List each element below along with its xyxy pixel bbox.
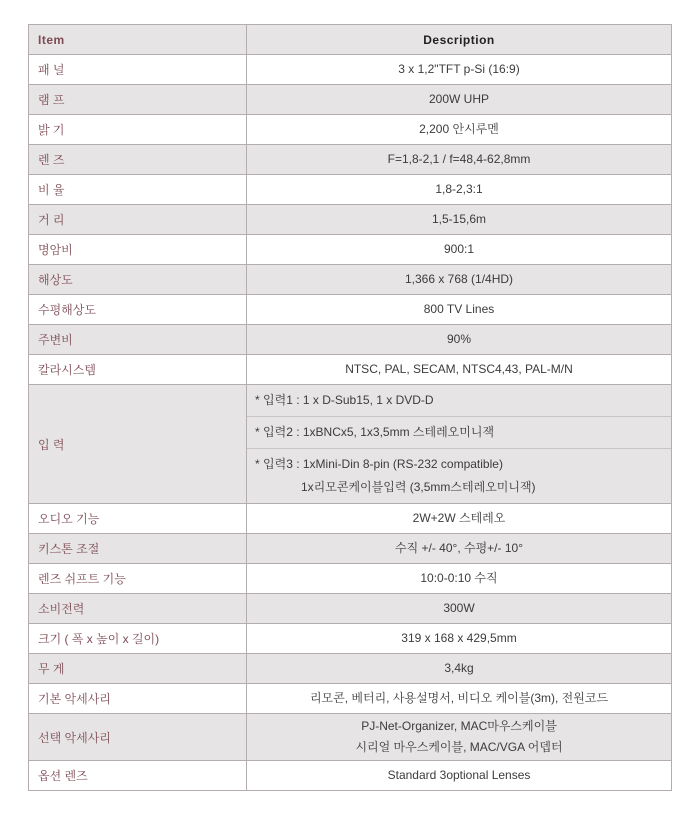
- desc-cell: 90%: [247, 325, 672, 355]
- desc-cell: 300W: [247, 594, 672, 624]
- desc-cell: 2,200 안시루멘: [247, 115, 672, 145]
- row-input: [29, 385, 672, 504]
- spec-table: [28, 24, 672, 791]
- desc-cell: 리모콘, 베터리, 사용설명서, 비디오 케이블(3m), 전원코드: [247, 684, 672, 714]
- row-power-consumption: [29, 594, 672, 624]
- item-cell: 옵션 렌즈: [29, 761, 247, 791]
- row-brightness: [29, 115, 672, 145]
- desc-cell: 200W UHP: [247, 85, 672, 115]
- desc-cell: [247, 714, 672, 761]
- item-cell: 칼라시스템: [29, 355, 247, 385]
- desc-cell: 1,8-2,3:1: [247, 175, 672, 205]
- item-cell: 크기 ( 폭 x 높이 x 길이): [29, 624, 247, 654]
- desc-cell: NTSC, PAL, SECAM, NTSC4,43, PAL-M/N: [247, 355, 672, 385]
- item-cell: 명암비: [29, 235, 247, 265]
- optional-accessories-line-2: 시리얼 마우스케이블, MAC/VGA 어뎁터: [355, 740, 563, 754]
- row-lamp: [29, 85, 672, 115]
- row-contrast: [29, 235, 672, 265]
- row-color-system: [29, 355, 672, 385]
- desc-cell: 800 TV Lines: [247, 295, 672, 325]
- item-cell: 램 프: [29, 85, 247, 115]
- input-sub-row-3: [247, 448, 671, 503]
- input-sub-row-1: * 입력1 : 1 x D-Sub15, 1 x DVD-D: [255, 393, 434, 407]
- input-sub-row-3-line-2: 1x리모콘케이블입력 (3,5mm스테레오미니잭): [301, 480, 536, 494]
- item-cell: 패 널: [29, 55, 247, 85]
- item-column-header: Item: [29, 25, 247, 55]
- header-row: [29, 25, 672, 55]
- description-column-header: Description: [247, 25, 672, 55]
- desc-cell: F=1,8-2,1 / f=48,4-62,8mm: [247, 145, 672, 175]
- desc-cell: 2W+2W 스테레오: [247, 504, 672, 534]
- row-weight: [29, 654, 672, 684]
- item-cell: 오디오 기능: [29, 504, 247, 534]
- item-cell: 밝 기: [29, 115, 247, 145]
- item-cell: 렌즈 쉬프트 기능: [29, 564, 247, 594]
- row-distance: [29, 205, 672, 235]
- row-horizontal-resolution: [29, 295, 672, 325]
- row-ratio: [29, 175, 672, 205]
- row-keystone: [29, 534, 672, 564]
- desc-cell: Standard 3optional Lenses: [247, 761, 672, 791]
- row-panel: [29, 55, 672, 85]
- item-cell: 거 리: [29, 205, 247, 235]
- item-cell: 수평해상도: [29, 295, 247, 325]
- desc-cell: 319 x 168 x 429,5mm: [247, 624, 672, 654]
- desc-cell: 3 x 1,2"TFT p-Si (16:9): [247, 55, 672, 85]
- desc-cell: 1,366 x 768 (1/4HD): [247, 265, 672, 295]
- item-cell: 무 게: [29, 654, 247, 684]
- row-optional-accessories: [29, 714, 672, 761]
- desc-cell: 10:0-0:10 수직: [247, 564, 672, 594]
- item-cell: 소비전력: [29, 594, 247, 624]
- row-resolution: [29, 265, 672, 295]
- desc-cell: 3,4kg: [247, 654, 672, 684]
- optional-accessories-line-1: PJ-Net-Organizer, MAC마우스케이블: [361, 719, 557, 733]
- item-cell: 키스톤 조절: [29, 534, 247, 564]
- input-sub-row-3-line-1: * 입력3 : 1xMini-Din 8-pin (RS-232 compatible): [255, 457, 503, 471]
- row-dimensions: [29, 624, 672, 654]
- row-standard-accessories: [29, 684, 672, 714]
- item-cell: 주변비: [29, 325, 247, 355]
- row-lens-shift: [29, 564, 672, 594]
- row-uniformity: [29, 325, 672, 355]
- row-lens: [29, 145, 672, 175]
- item-cell: 비 율: [29, 175, 247, 205]
- item-cell: 해상도: [29, 265, 247, 295]
- input-sub-row-2: * 입력2 : 1xBNCx5, 1x3,5mm 스테레오미니잭: [247, 416, 671, 448]
- item-cell: 선택 악세사리: [29, 714, 247, 761]
- row-option-lens: [29, 761, 672, 791]
- desc-cell: 1,5-15,6m: [247, 205, 672, 235]
- item-cell: 렌 즈: [29, 145, 247, 175]
- item-cell: 입 력: [29, 385, 247, 504]
- desc-cell: 수직 +/- 40°, 수평+/- 10°: [247, 534, 672, 564]
- item-cell: 기본 악세사리: [29, 684, 247, 714]
- row-audio: [29, 504, 672, 534]
- desc-cell: [247, 385, 672, 504]
- desc-cell: 900:1: [247, 235, 672, 265]
